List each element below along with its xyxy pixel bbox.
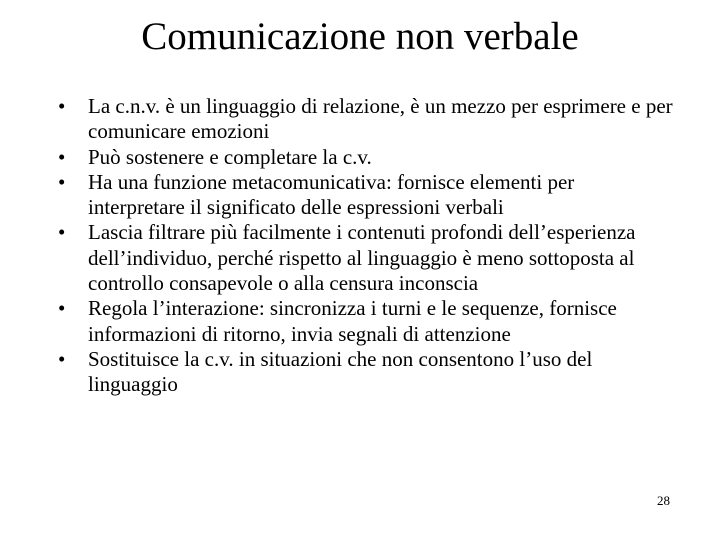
bullet-icon: • [58,296,66,321]
bullet-icon: • [58,94,66,118]
bullet-text: Lascia filtrare più facilmente i contenuti profondi dell’esperienza dell’individuo, perché rispetto al linguaggio è meno sottoposta al controllo consapevole o alla censura inconscia [88,220,636,296]
bullet-text: Ha una funzione metacomunicativa: fornisce elementi per interpretare il significato delle espressioni verbali [88,169,575,220]
bullet-item [50,347,675,398]
bullet-item [50,170,675,221]
bullet-text: La c.n.v. è un linguaggio di relazione, è un mezzo per esprimere e per comunicare emozioni [88,94,673,144]
bullet-list [50,94,675,398]
bullet-item [50,296,675,347]
slide-title: Comunicazione non verbale [141,15,579,58]
bullet-item [50,220,675,296]
bullet-text: Regola l’interazione: sincronizza i turni e le sequenze, fornisce informazioni di ritorno, invia segnali di attenzione [88,296,617,346]
bullet-text: Sostituisce la c.v. in situazioni che non consentono l’uso del linguaggio [88,346,593,397]
bullet-icon: • [58,169,66,194]
bullet-item [50,145,675,170]
bullet-icon: • [58,144,66,169]
bullet-item [50,94,675,145]
bullet-icon: • [58,220,66,245]
page-number: 28 [657,493,670,508]
bullet-text: Può sostenere e completare la c.v. [88,144,372,169]
bullet-icon: • [58,346,66,371]
